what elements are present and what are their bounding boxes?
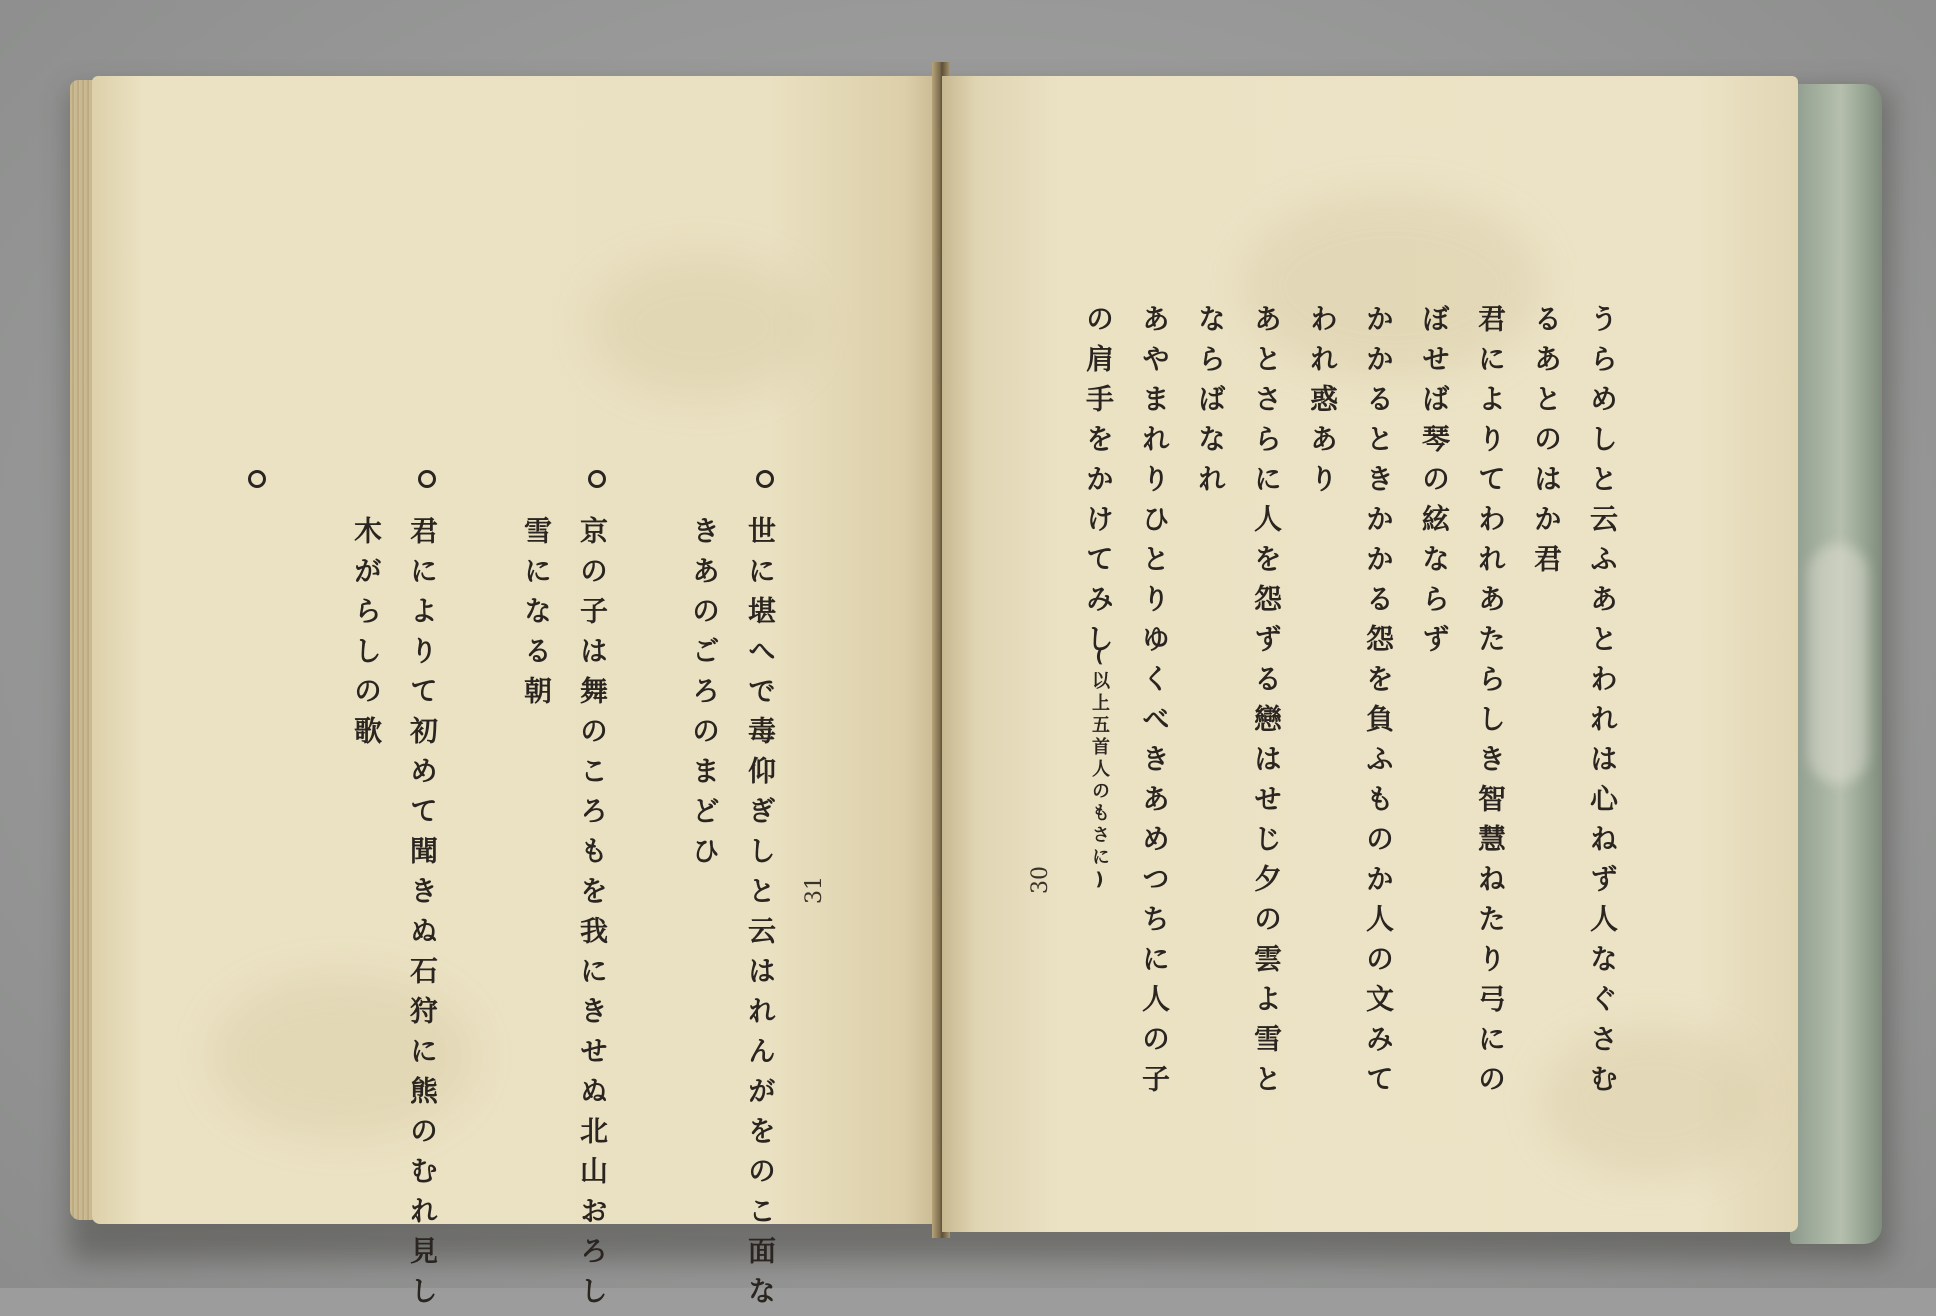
text-line: ぼせば琴の絃ならず — [1418, 304, 1451, 664]
book-cover-edge — [1790, 84, 1882, 1244]
text-line: るあとのはか君 — [1530, 304, 1563, 584]
page-number: 30 — [1028, 866, 1053, 894]
text-line: あやまれりひとりゆくべきあめつちに人の子 — [1138, 304, 1171, 1104]
text-line: あとさらに人を怨ずる戀はせじ夕の雲よ雪と — [1250, 304, 1283, 1104]
text-line: かかるときかかる怨を負ふものか人の文みて — [1362, 304, 1395, 1104]
text-line: 京の子は舞のころもを我にきせぬ北山おろし — [576, 516, 609, 1316]
text-line: の肩手をかけてみし — [1082, 304, 1115, 664]
text-line: 雪になる朝 — [520, 516, 553, 716]
poem-note: (以上五首人のもさに) — [1089, 646, 1110, 894]
section-marker — [248, 470, 266, 488]
text-line: ならばなれ — [1194, 304, 1227, 504]
section-marker — [588, 470, 606, 488]
page-number: 31 — [802, 876, 827, 904]
section-marker — [418, 470, 436, 488]
text-line: 世に堪へで毒仰ぎしと云はれんがをのこ面な — [744, 516, 777, 1316]
text-line: 木がらしの歌 — [350, 516, 383, 756]
text-line: きあのごろのまどひ — [688, 516, 721, 876]
section-marker — [756, 470, 774, 488]
text-line: うらめしと云ふあとわれは心ねず人なぐさむ — [1586, 304, 1619, 1104]
text-line: われ惑あり — [1306, 304, 1339, 504]
left-page — [92, 76, 938, 1316]
text-line: 君によりて初めて聞きぬ石狩に熊のむれ見し — [406, 516, 439, 1316]
right-page — [942, 76, 1798, 1232]
text-line: 君によりてわれあたらしき智慧ねたり弓にの — [1474, 304, 1507, 1104]
